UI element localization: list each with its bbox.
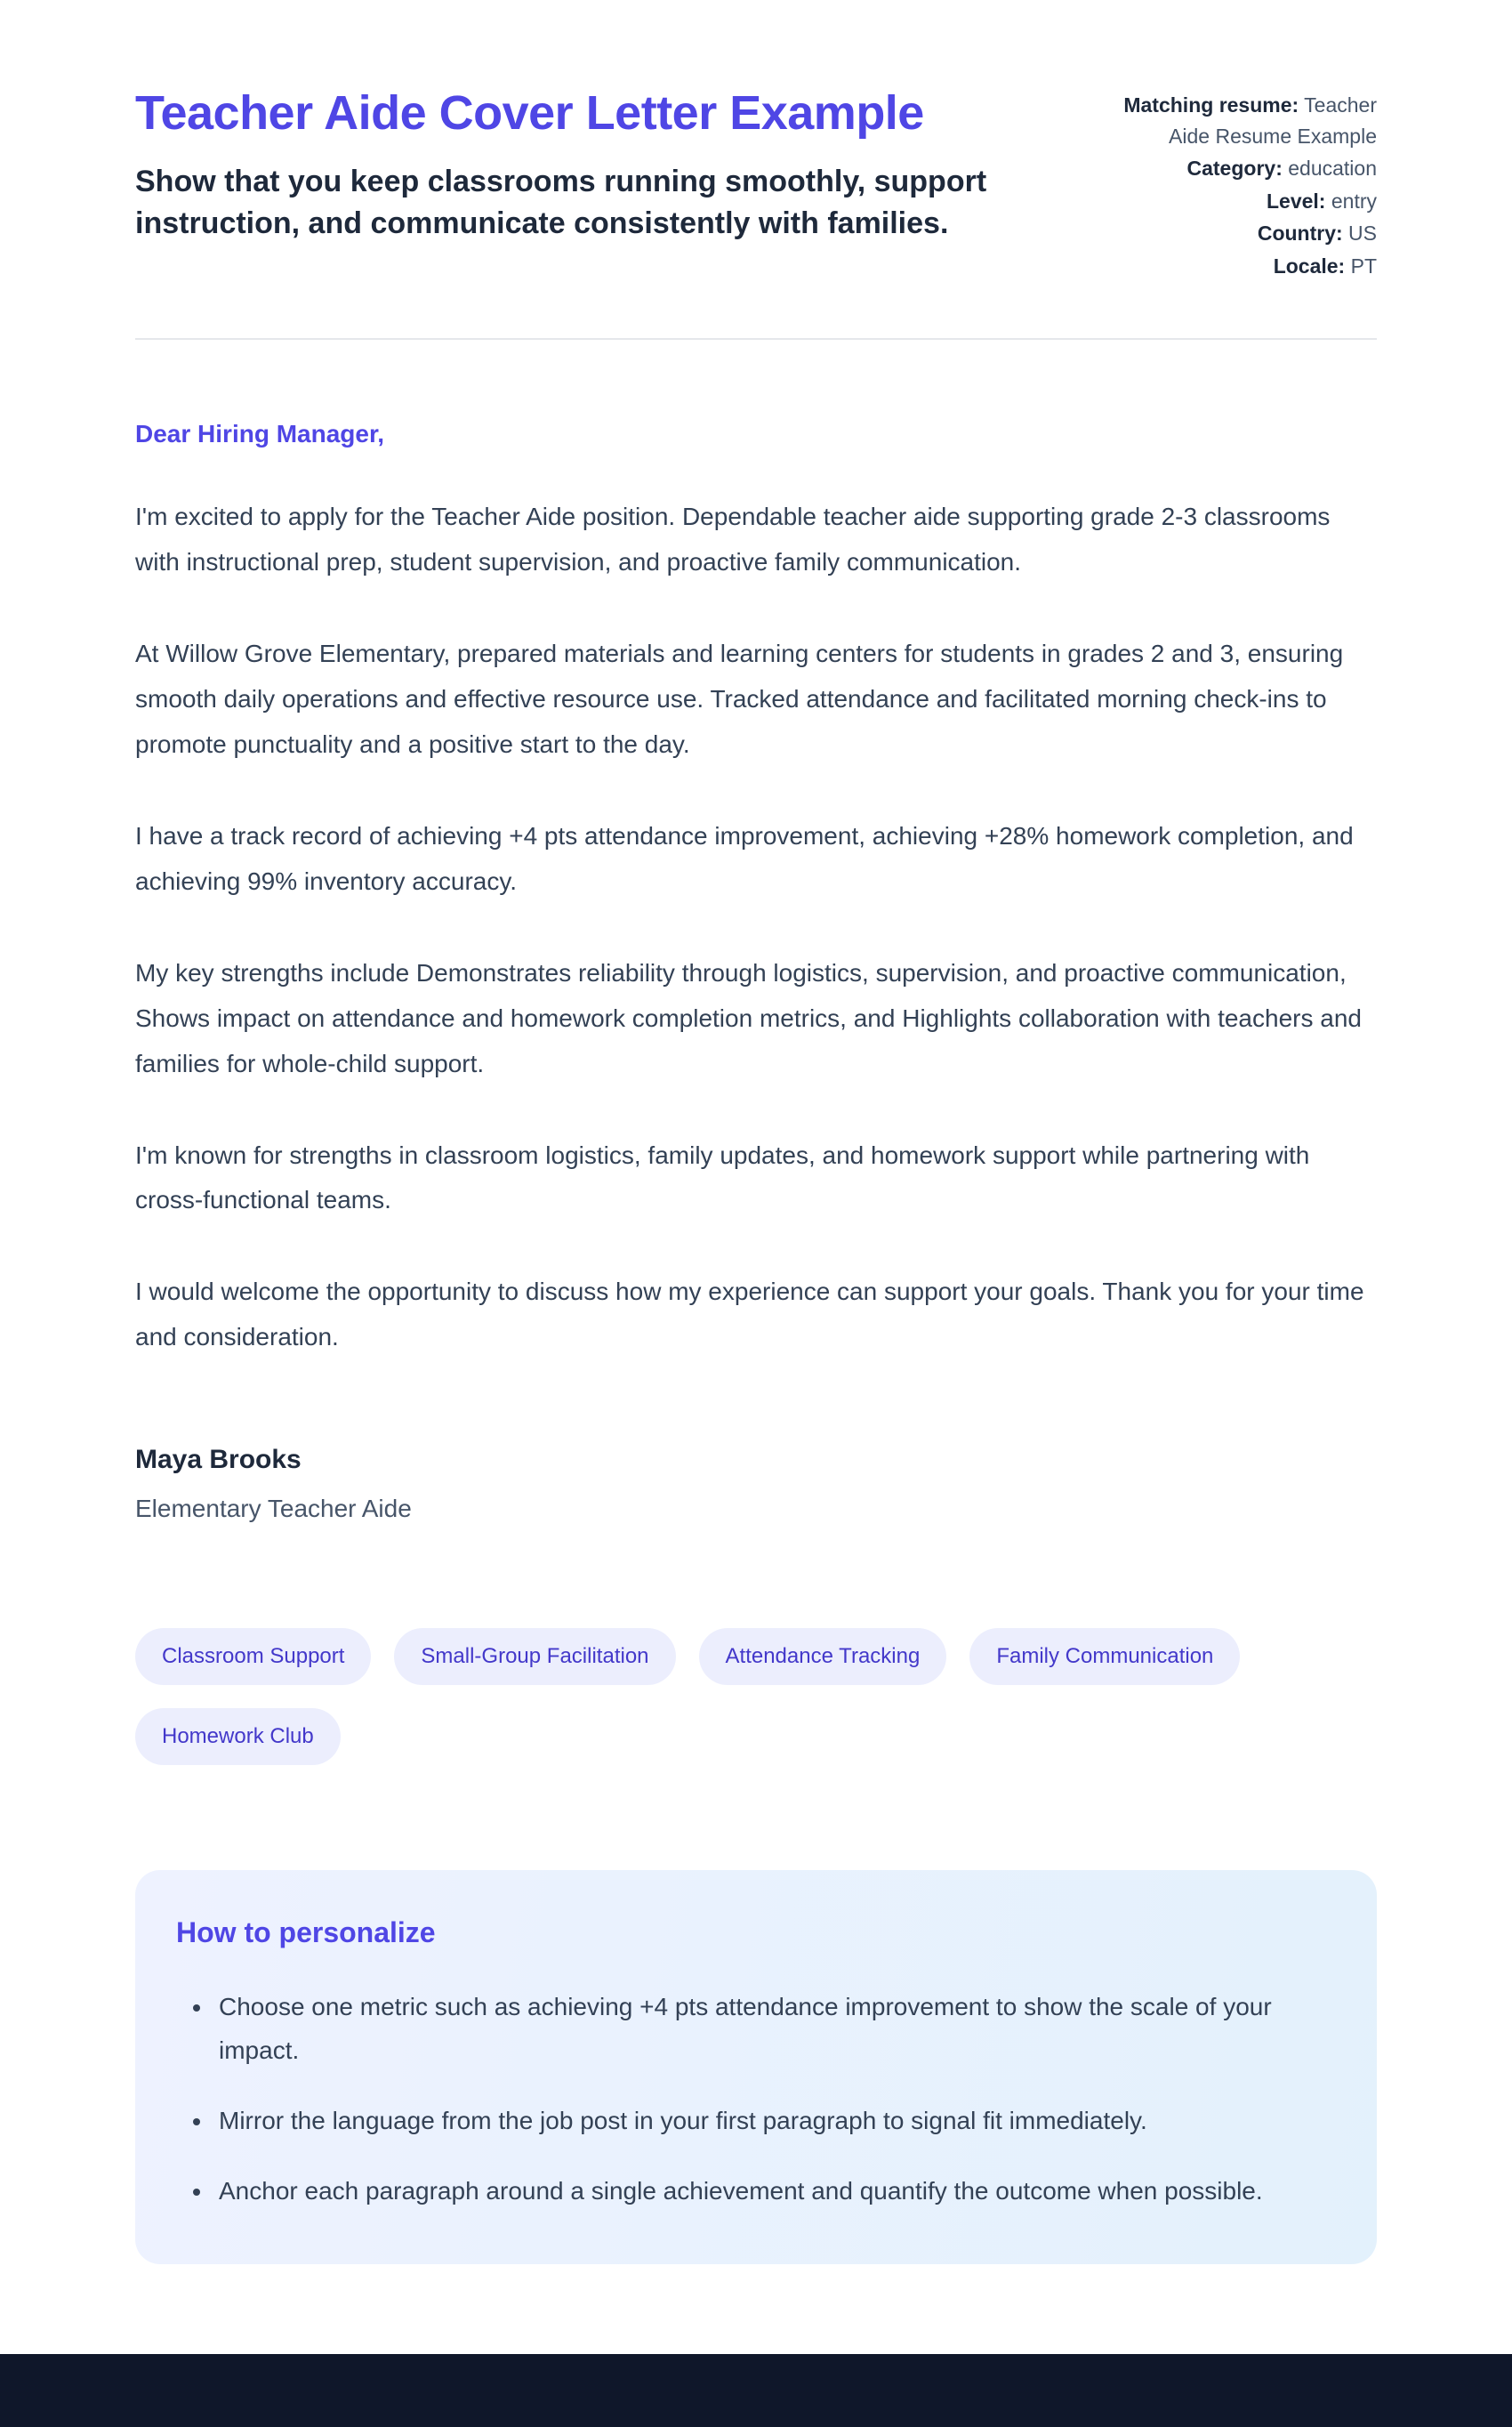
meta-locale — [1099, 251, 1377, 282]
personalize-list — [176, 1985, 1336, 2213]
meta-value: PT — [1350, 254, 1377, 278]
tag-pill-attendance-tracking: Attendance Tracking — [699, 1628, 947, 1685]
meta-level — [1099, 186, 1377, 217]
meta-matching-resume — [1099, 90, 1377, 151]
letter-paragraph: I'm excited to apply for the Teacher Aide position. Dependable teacher aide supporting grade 2-3 classrooms with instructional prep, student supervision, and proactive family communication. — [135, 503, 1331, 576]
letter-paragraph: I have a track record of achieving +4 pts attendance improvement, achieving +28% homework completion, and achieving 99% inventory accuracy. — [135, 821, 1354, 895]
meta-label: Level: — [1266, 189, 1326, 213]
page-title: Teacher Aide Cover Letter Example — [135, 86, 924, 140]
title-block — [135, 85, 1099, 245]
meta-value: entry — [1331, 189, 1377, 213]
page-subtitle: Show that you keep classrooms running smoothly, support instruction, and communicate consistently with families. — [135, 164, 987, 240]
letter-paragraph: I would welcome the opportunity to discuss how my experience can support your goals. Thank you for your time and consideration. — [135, 1278, 1364, 1351]
tag-pill-classroom-support: Classroom Support — [135, 1628, 371, 1685]
footer-bar — [0, 2354, 1512, 2427]
signature-block — [135, 1445, 1377, 1523]
resume-meta — [1099, 85, 1377, 283]
tag-pill-family-communication: Family Communication — [969, 1628, 1240, 1685]
meta-label: Country: — [1257, 222, 1343, 245]
tag-pill-homework-club: Homework Club — [135, 1708, 341, 1765]
cover-letter-body — [135, 420, 1377, 1523]
meta-value: Teacher Aide Resume Example — [1169, 93, 1377, 148]
header — [135, 85, 1377, 283]
signature-role: Elementary Teacher Aide — [135, 1495, 412, 1523]
salutation: Dear Hiring Manager, — [135, 420, 385, 448]
signature-name: Maya Brooks — [135, 1445, 302, 1475]
meta-country — [1099, 218, 1377, 249]
meta-label: Matching resume: — [1123, 93, 1299, 117]
personalize-heading: How to personalize — [176, 1916, 436, 1949]
personalize-item: • Choose one metric such as achieving +4 pts attendance improvement to show the scale of your impact. — [213, 1985, 1334, 2072]
personalize-item: • Mirror the language from the job post in your first paragraph to signal fit immediately. — [213, 2099, 1334, 2142]
meta-value: education — [1288, 157, 1377, 180]
tag-pill-small-group-facilitation: Small-Group Facilitation — [394, 1628, 675, 1685]
letter-paragraph: I'm known for strengths in classroom logistics, family updates, and homework support while partnering with cross-functional teams. — [135, 1141, 1310, 1214]
skill-tags — [135, 1628, 1377, 1765]
meta-label: Category: — [1186, 157, 1283, 180]
divider — [135, 338, 1377, 340]
meta-value: US — [1348, 222, 1377, 245]
meta-category — [1099, 153, 1377, 184]
personalize-card — [135, 1870, 1377, 2264]
meta-label: Locale: — [1273, 254, 1346, 278]
personalize-item: • Anchor each paragraph around a single achievement and quantify the outcome when possible. — [213, 2169, 1334, 2213]
letter-paragraph: My key strengths include Demonstrates reliability through logistics, supervision, and proactive communication, Shows impact on attendance and homework completion metrics, and Highlights collaboration with teachers and families for whole-child support. — [135, 958, 1362, 1077]
letter-paragraph: At Willow Grove Elementary, prepared materials and learning centers for students in grades 2 and 3, ensuring smooth daily operations and effective resource use. Tracked attendance and facilitated morning check-ins to promote punctuality and a positive start to the day. — [135, 639, 1344, 758]
